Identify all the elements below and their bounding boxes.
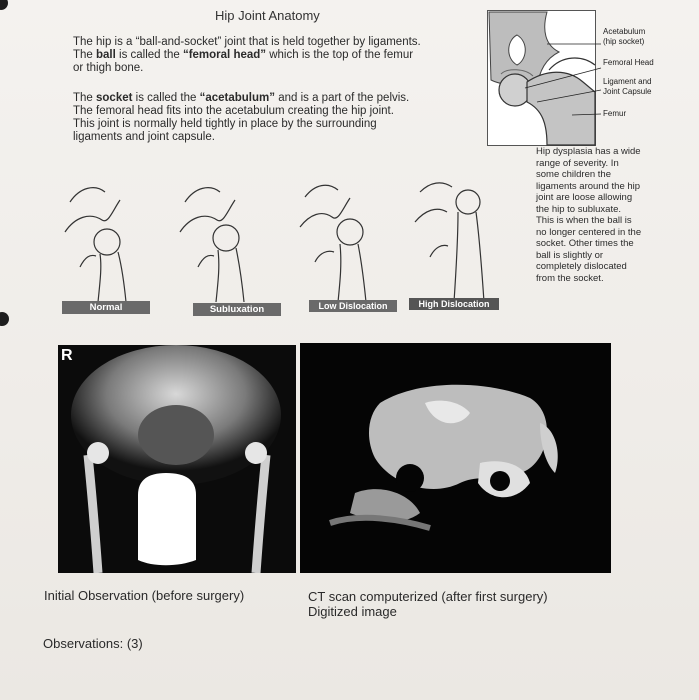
xray-marker: R: [61, 347, 73, 364]
socket-line-4: ligaments and joint capsule.: [73, 131, 215, 143]
label-femur: Femur: [603, 109, 627, 118]
pelvis-xray-illustration: [58, 345, 296, 573]
caption-after-surgery: [308, 589, 548, 619]
sidebar-line: ligaments around the hip: [536, 180, 641, 192]
stage-label-low-dislocation: Low Dislocation: [309, 300, 397, 312]
intro-line-2: The ball is called the “femoral head” which is the top of the femur: [73, 49, 414, 61]
punch-hole-middle: [0, 312, 9, 326]
socket-line-1: The socket is called the “acetabulum” and is a part of the pelvis.: [73, 92, 410, 104]
sidebar-line: completely dislocated: [536, 261, 627, 272]
sidebar-line: no longer centered in the: [536, 226, 642, 238]
stage-label-normal: Normal: [62, 301, 150, 314]
stage-label-subluxation: Subluxation: [193, 303, 281, 316]
sidebar-line: range of severity. In: [536, 157, 619, 169]
intro-line-1: The hip is a “ball-and-socket” joint that is held together by ligaments.: [73, 36, 421, 48]
observations-heading: Observations: (3): [43, 636, 143, 651]
label-ligament: Ligament and: [603, 77, 652, 86]
socket-paragraph: [73, 92, 473, 144]
sidebar-line: Hip dysplasia has a wide: [536, 146, 641, 157]
hip-anatomy-diagram: [487, 10, 665, 146]
sidebar-line: joint are loose allowing: [536, 192, 633, 203]
ct-scan-illustration: [300, 343, 611, 573]
caption-after-line-1: CT scan computerized (after first surgery): [308, 589, 548, 604]
label-acetabulum: Acetabulum: [603, 27, 646, 36]
sidebar-line: socket. Other times the: [536, 238, 634, 249]
punch-hole-top: [0, 0, 8, 10]
socket-line-3: This joint is normally held tightly in place by the surrounding: [73, 118, 377, 130]
xray-image-before-surgery: [58, 345, 296, 573]
label-joint-capsule: Joint Capsule: [603, 87, 652, 96]
sidebar-line: This is when the ball is: [536, 215, 632, 226]
ct-scan-image: [300, 343, 611, 573]
dysplasia-description: [536, 146, 671, 284]
sidebar-line: from the socket.: [536, 272, 604, 284]
sidebar-line: ball is slightly or: [536, 249, 604, 261]
sidebar-line: some children the: [536, 169, 611, 180]
socket-line-2: The femoral head fits into the acetabulum creating the hip joint.: [73, 105, 394, 117]
label-femoral-head: Femoral Head: [603, 58, 654, 67]
sidebar-line: the hip to subluxate.: [536, 203, 622, 215]
caption-after-line-2: Digitized image: [308, 604, 397, 619]
caption-before-surgery: Initial Observation (before surgery): [44, 588, 245, 603]
page-title: Hip Joint Anatomy: [215, 8, 320, 23]
label-hip-socket: (hip socket): [603, 37, 645, 46]
intro-line-3: or thigh bone.: [73, 62, 144, 74]
stage-label-high-dislocation: High Dislocation: [409, 298, 499, 310]
intro-paragraph: [73, 36, 478, 75]
